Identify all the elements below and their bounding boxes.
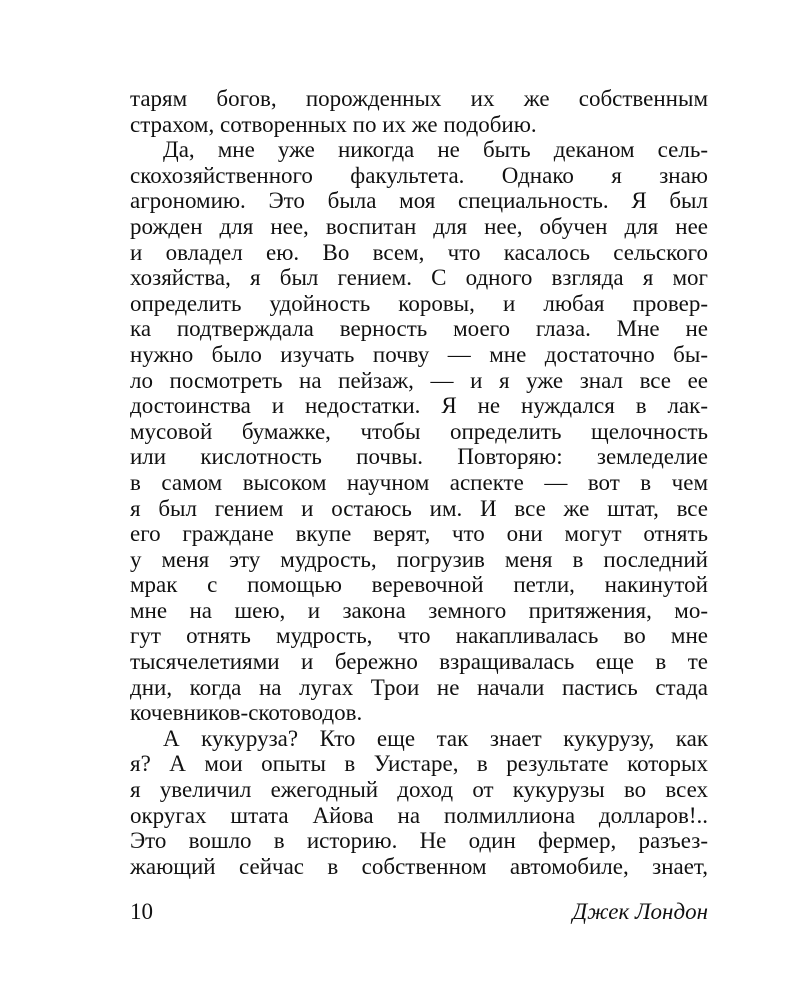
text-line: мрак с помощью веревочной петли, накинутой [130,572,708,598]
text-line: я был гением и остаюсь им. И все же штат, все [130,495,708,521]
text-line: Это вошло в историю. Не один фермер, разъез- [130,828,708,854]
text-line: в самом высоком научном аспекте — вот в чем [130,469,708,495]
text-line: тысячелетиями и бережно взращивалась еще в те [130,649,708,675]
text-line: определить удойность коровы, и любая провер- [130,290,708,316]
running-title: Джек Лондон [572,899,708,924]
text-line: его граждане вкупе верят, что они могут отнять [130,521,708,547]
text-line: или кислотность почвы. Повторяю: земледелие [130,444,708,470]
text-line: рожден для нее, воспитан для нее, обучен для нее [130,213,708,239]
page-footer [130,898,708,926]
text-line: страхом, сотворенных по их же подобию. [130,111,537,137]
page-text-block [130,86,708,879]
text-line: хозяйства, я был гением. С одного взгляда я мог [130,265,708,291]
paragraph-first-line: Да, мне уже никогда не быть деканом сель- [163,137,708,163]
text-line: дни, когда на лугах Трои не начали пастись стада [130,674,708,700]
text-line: кочевников-скотоводов. [130,700,363,726]
text-line: мусовой бумажке, чтобы определить щелочность [130,418,708,444]
text-line: достоинства и недостатки. Я не нуждался в лак- [130,393,708,419]
text-line: жающий сейчас в собственном автомобиле, знает, [130,853,708,879]
text-line: агрономию. Это была моя специальность. Я был [130,188,708,214]
text-line: мне на шею, и закона земного притяжения, мо- [130,597,708,623]
text-line: и овладел ею. Во всем, что касалось сельского [130,239,708,265]
text-line: округах штата Айова на полмиллиона долларов!.. [130,802,708,828]
text-line: я увеличил ежегодный доход от кукурузы во всех [130,777,708,803]
page-number: 10 [130,899,153,924]
text-line: скохозяйственного факультета. Однако я знаю [130,162,708,188]
text-line: нужно было изучать почву — мне достаточно бы- [130,341,708,367]
text-line: гут отнять мудрость, что накапливалась во мне [130,623,708,649]
paragraph-first-line: А кукуруза? Кто еще так знает кукурузу, как [163,725,708,751]
text-line: тарям богов, порожденных их же собственным [130,86,708,111]
text-line: ка подтверждала верность моего глаза. Мне не [130,316,708,342]
text-line: у меня эту мудрость, погрузив меня в последний [130,546,708,572]
text-line: я? А мои опыты в Уистаре, в результате которых [130,751,708,777]
text-line: ло посмотреть на пейзаж, — и я уже знал все ее [130,367,708,393]
